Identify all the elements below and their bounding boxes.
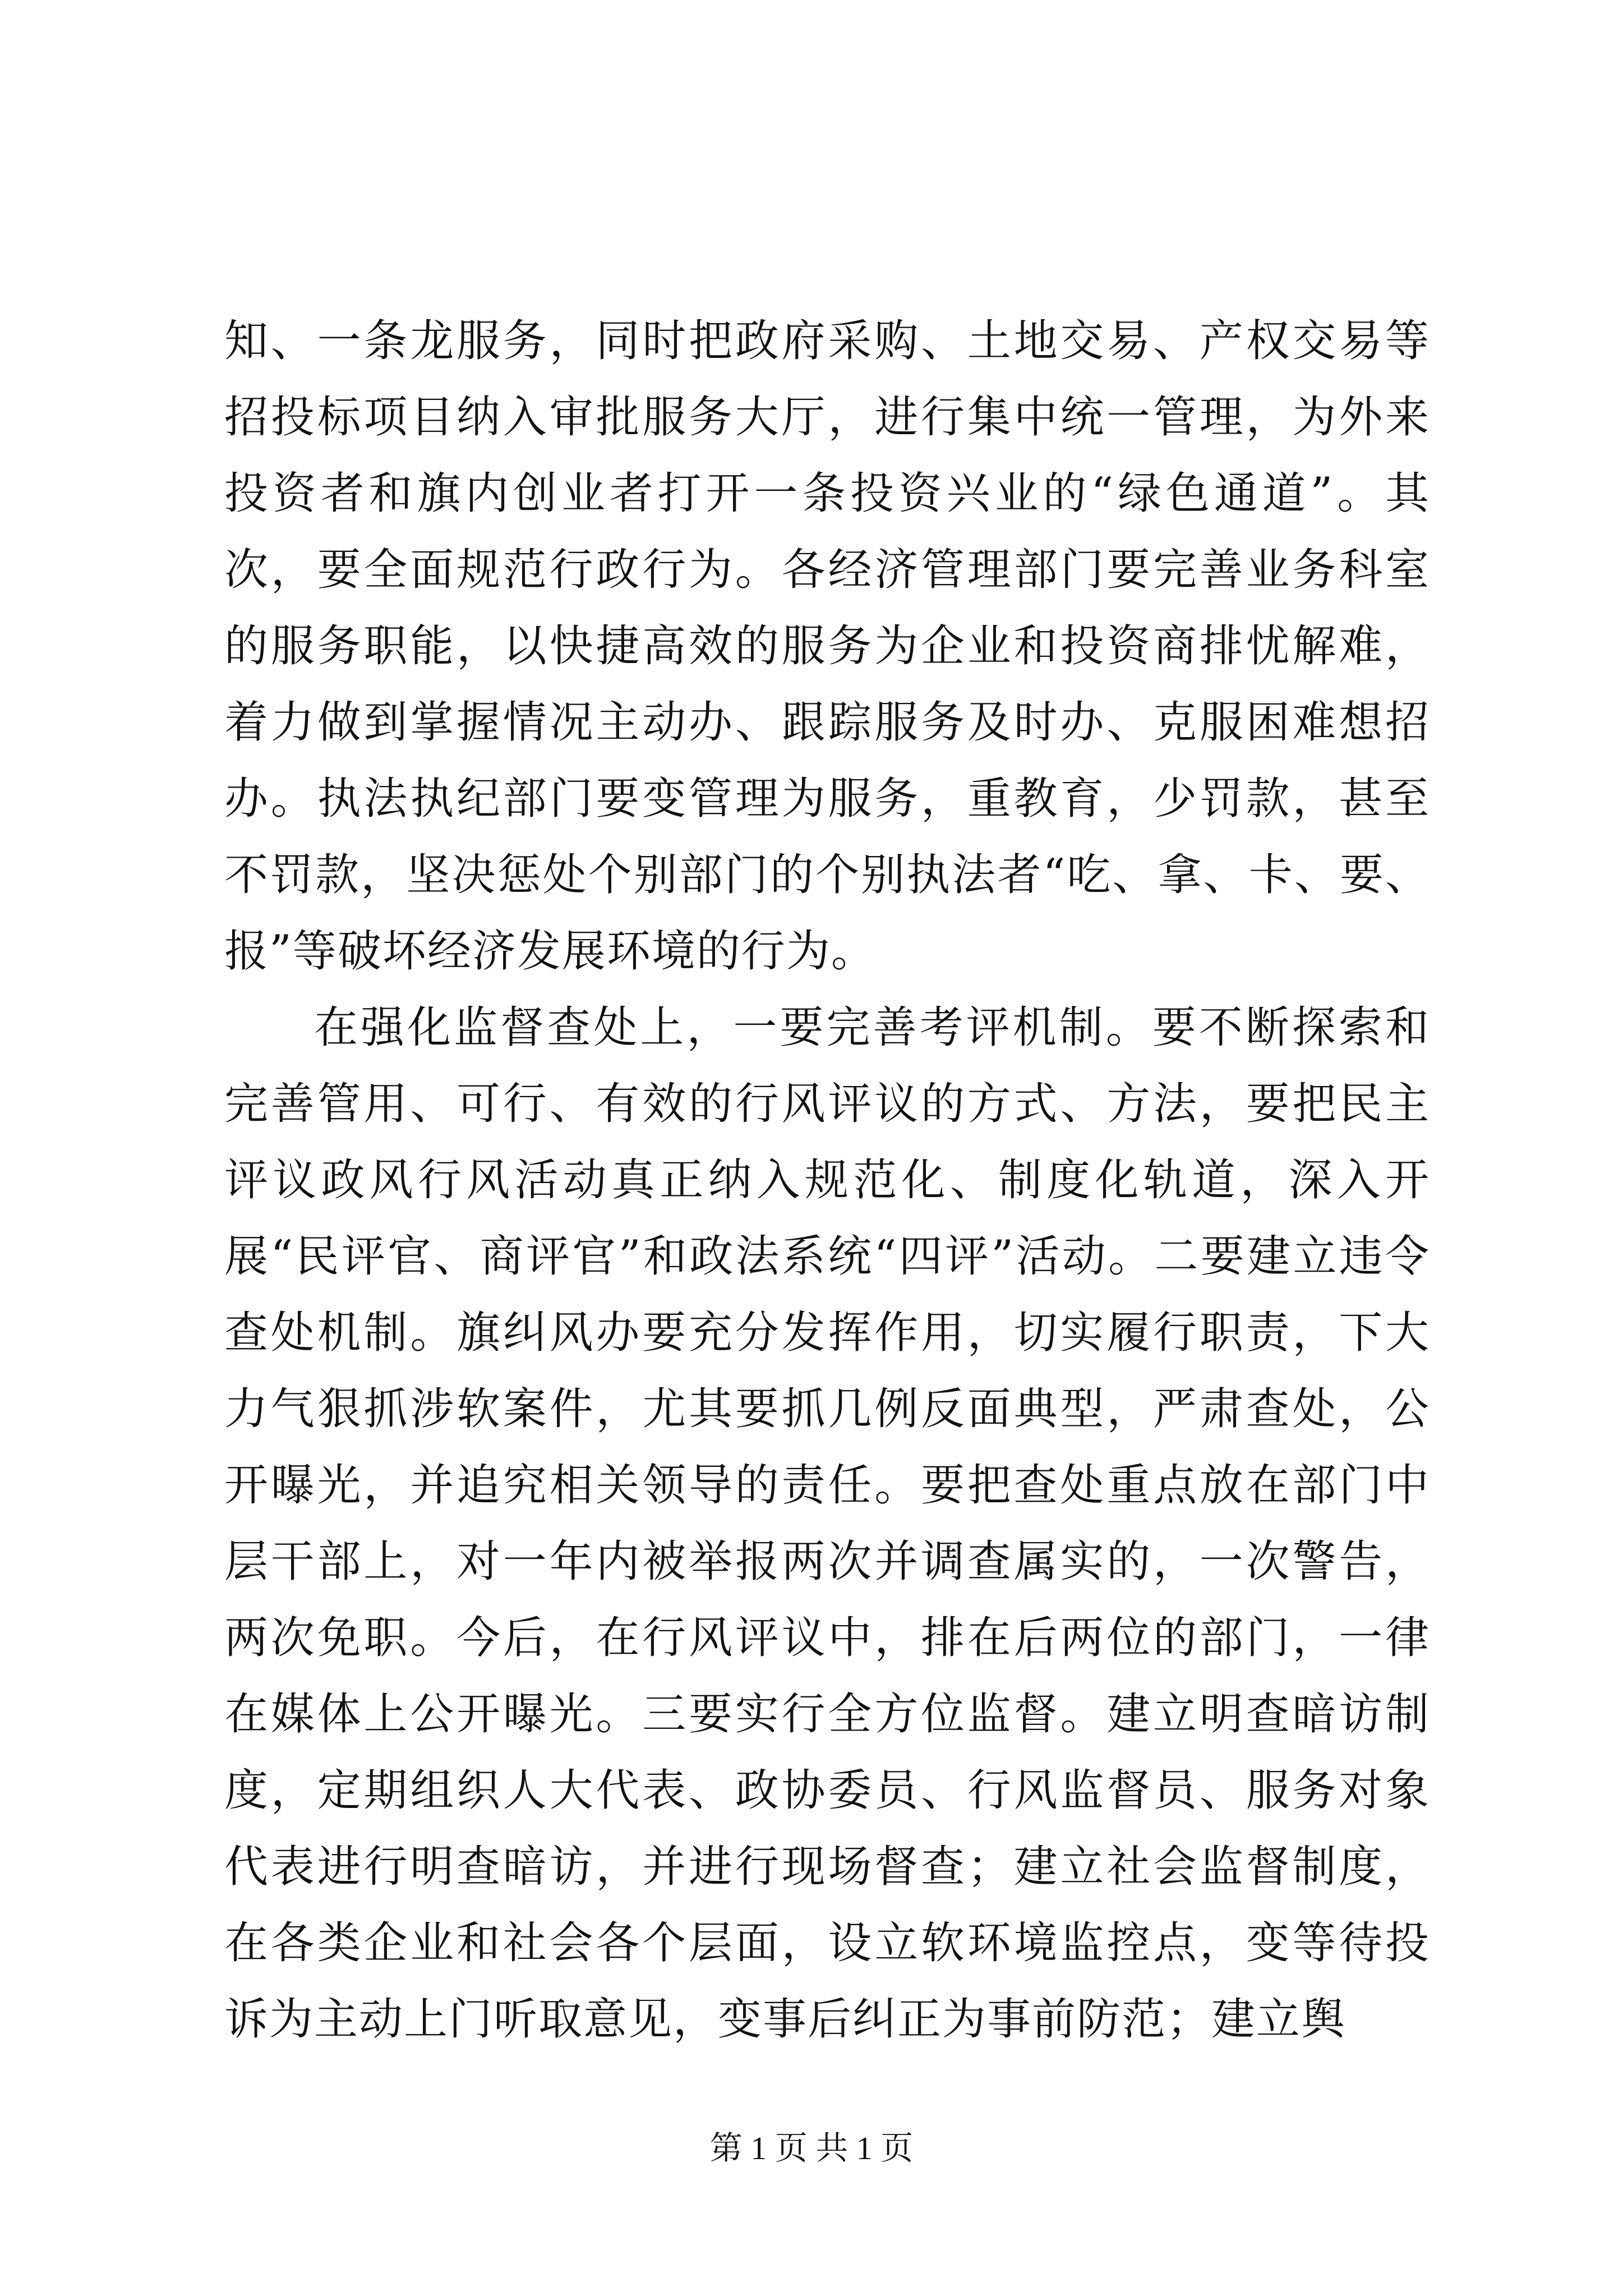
paragraph-1: 知、一条龙服务，同时把政府采购、土地交易、产权交易等招投标项目纳入审批服务大厅，进行集中统一管理，为外来投资者和旗内创业者打开一条投资兴业的“绿色通道”。其次，要全面规范行政行为。各经济管理部门要完善业务科室的服务职能，以快捷高效的服务为企业和投资商排忧解难，着力做到掌握情况主动办、跟踪服务及时办、克服困难想招办。执法执纪部门要变管理为服务，重教育，少罚款，甚至不罚款，坚决惩处个别部门的个别执法者“吃、拿、卡、要、报”等破坏经济发展环境的行为。 xyxy=(224,316,1430,977)
paragraph-2: 在强化监督查处上，一要完善考评机制。要不断探索和完善管用、可行、有效的行风评议的方式、方法，要把民主评议政风行风活动真正纳入规范化、制度化轨道，深入开展“民评官、商评官”和政法系统“四评”活动。二要建立违令查处机制。旗纠风办要充分发挥作用，切实履行职责，下大力气狠抓涉软案件，尤其要抓几例反面典型，严肃查处，公开曝光，并追究相关领导的责任。要把查处重点放在部门中层干部上，对一年内被举报两次并调查属实的，一次警告，两次免职。今后，在行风评议中，排在后两位的部门，一律在媒体上公开曝光。三要实行全方位监督。建立明查暗访制度，定期组织人大代表、政协委员、行风监督员、服务对象代表进行明查暗访，并进行现场督查；建立社会监督制度，在各类企业和社会各个层面，设立软环境监控点，变等待投诉为主动上门听取意见，变事后纠正为事前防范；建立舆 xyxy=(224,1002,1430,2045)
page-footer: 第 1 页 共 1 页 xyxy=(709,2130,914,2166)
document-body xyxy=(224,303,1430,2058)
